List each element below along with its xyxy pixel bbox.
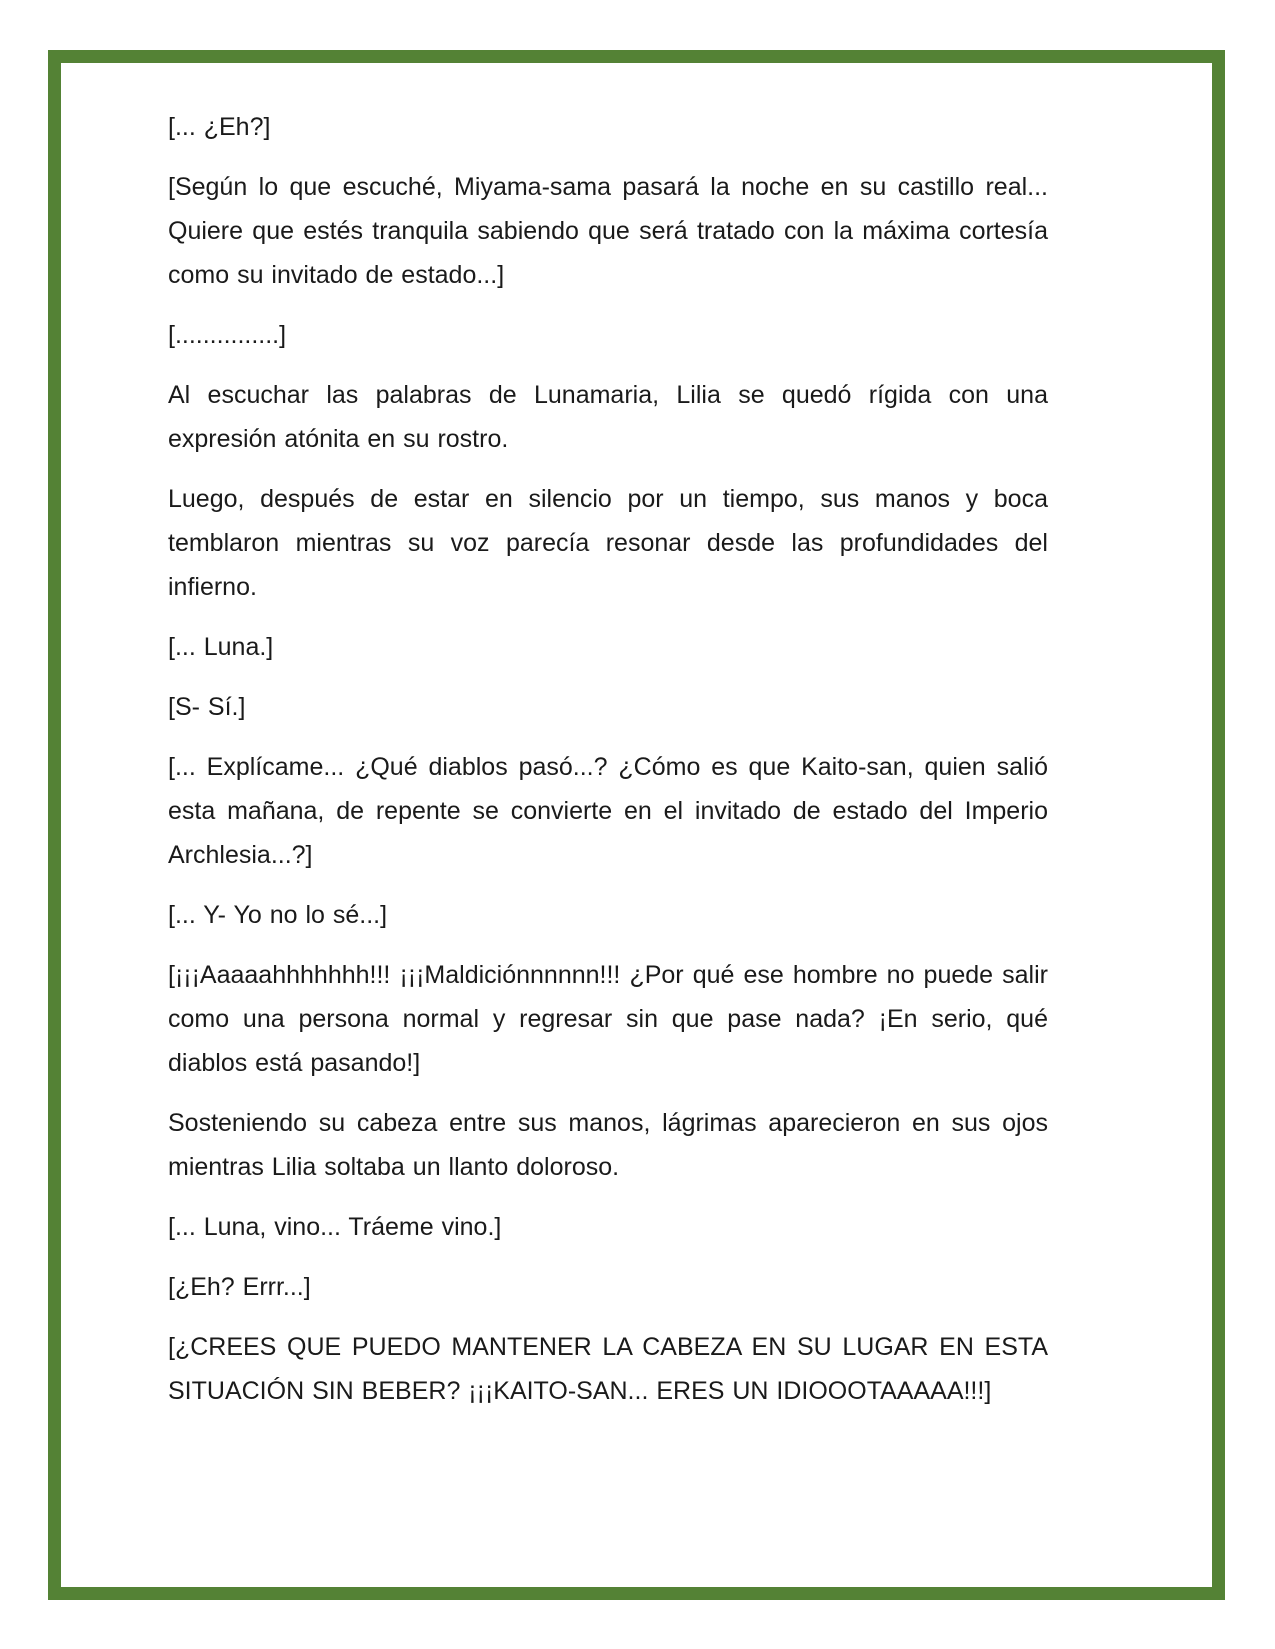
paragraph: [... Explícame... ¿Qué diablos pasó...? ¿Cómo es que Kaito-san, quien salió esta mañana, de repente se convierte en el invitado de estado del Imperio Archlesia...?] xyxy=(168,753,1048,869)
paragraph: [¿Eh? Errr...] xyxy=(168,1273,311,1301)
paragraph: [... Luna, vino... Tráeme vino.] xyxy=(168,1213,502,1241)
paragraph: [... Y- Yo no lo sé...] xyxy=(168,901,388,929)
paragraph: Luego, después de estar en silencio por un tiempo, sus manos y boca temblaron mientras su voz parecía resonar desde las profundidades del infierno. xyxy=(168,485,1048,601)
paragraph: Sosteniendo su cabeza entre sus manos, lágrimas aparecieron en sus ojos mientras Lilia soltaba un llanto doloroso. xyxy=(168,1109,1048,1181)
paragraph: [Según lo que escuché, Miyama-sama pasará la noche en su castillo real... Quiere que estés tranquila sabiendo que será tratado con la máxima cortesía como su invitado de estado...] xyxy=(168,173,1048,289)
paragraph: [¿CREES QUE PUEDO MANTENER LA CABEZA EN SU LUGAR EN ESTA SITUACIÓN SIN BEBER? ¡¡¡KAITO-SAN... ERES UN IDIOOOTAAAAA!!!] xyxy=(168,1333,1048,1405)
paragraph: [...............] xyxy=(168,321,287,349)
paragraph: Al escuchar las palabras de Lunamaria, Lilia se quedó rígida con una expresión atónita en su rostro. xyxy=(168,381,1048,453)
paragraph: [S- Sí.] xyxy=(168,693,246,721)
paragraph: [¡¡¡Aaaaahhhhhhh!!! ¡¡¡Maldiciónnnnnn!!! ¿Por qué ese hombre no puede salir como una persona normal y regresar sin que pase nada? ¡En serio, qué diablos está pasando!] xyxy=(168,961,1048,1077)
paragraph: [... ¿Eh?] xyxy=(168,113,271,141)
paragraph: [... Luna.] xyxy=(168,633,274,661)
document-content xyxy=(168,105,1048,1429)
page-border-frame xyxy=(48,50,1225,1600)
